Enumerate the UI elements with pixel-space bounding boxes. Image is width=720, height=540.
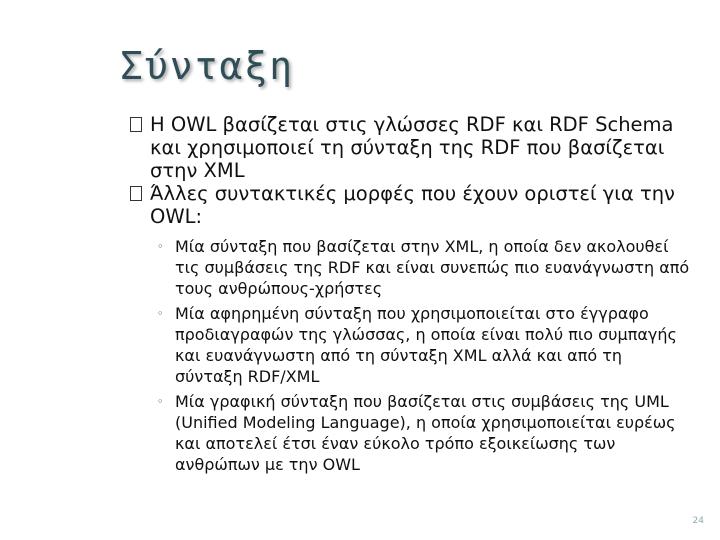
slide-title: Σύνταξη [120, 44, 295, 88]
sub-bullet-item [156, 236, 690, 299]
circle-bullet-icon: ◦ [157, 395, 164, 408]
bullet-text: H OWL βασίζεται στις γλώσσες RDF και RDF Schema και χρησιμοποιεί τη σύνταξη της RDF που βασίζεται στην XML [150, 113, 674, 182]
bullet-item [130, 113, 690, 182]
bullet-item [130, 182, 690, 475]
sub-bullet-text: Μία αφηρημένη σύνταξη που χρησιμοποιείται στο έγγραφο προδιαγραφών της γλώσσας, η οποία είναι πολύ πιο συμπαγής και ευανάγνωστη από τη σύνταξη XML αλλά και από τη σύνταξη RDF/XML [175, 304, 677, 386]
sub-bullet-list [156, 236, 690, 475]
square-bullet-icon [130, 117, 142, 132]
circle-bullet-icon: ◦ [157, 240, 164, 253]
page-number: 24 [692, 516, 704, 526]
sub-bullet-item [156, 303, 690, 387]
bullet-text: Άλλες συντακτικές μορφές που έχουν οριστεί για την OWL: [150, 182, 675, 228]
square-bullet-icon [130, 186, 142, 201]
sub-bullet-item [156, 391, 690, 475]
sub-bullet-text: Μία σύνταξη που βασίζεται στην XML, η οποία δεν ακολουθεί τις συμβάσεις της RDF και είναι συνεπώς πιο ευανάγνωστη από τους ανθρώπους-χρήστες [175, 237, 690, 298]
bullet-list [130, 113, 690, 479]
circle-bullet-icon: ◦ [157, 307, 164, 320]
sub-bullet-text: Μία γραφική σύνταξη που βασίζεται στις συμβάσεις της UML (Unified Modeling Language), η οποία χρησιμοποιείται ευρέως και αποτελεί έτσι έναν εύκολο τρόπο εξοικείωσης των ανθρώπων με την OWL [175, 392, 676, 474]
